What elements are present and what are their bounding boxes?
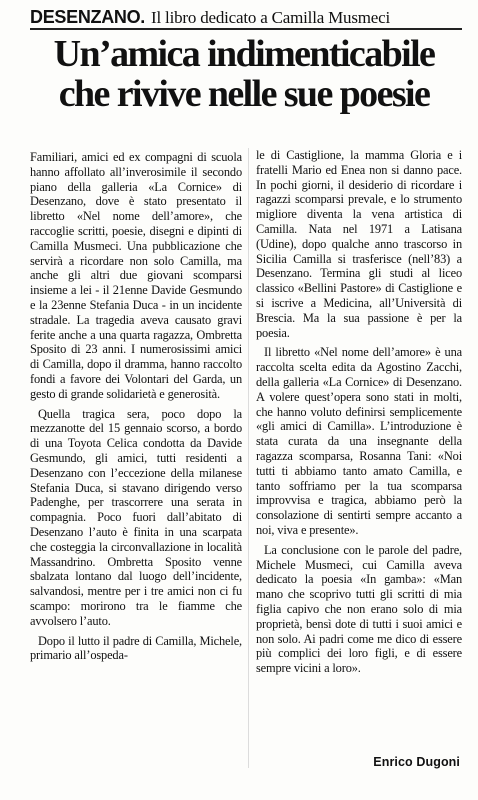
byline: Enrico Dugoni — [373, 755, 460, 769]
column-divider — [248, 148, 249, 768]
paragraph: Dopo il lutto il padre di Camilla, Michele, primario all’ospeda- — [30, 633, 242, 663]
paragraph: Quella tragica sera, poco dopo la mezzanotte del 15 gennaio scorso, a bordo di una Toyota Celica condotta da Davide Gesmundo, gli amici, tutti residenti a Desenzano con l’eccezione della milanese Stefania Duca, si stavano dirigendo verso Padenghe, per trascorrere una serata in compagnia. Poco fuori dall’abitato di Desenzano l’auto è finita in una scarpata che costeggia la circonvallazione in località Massandrino. Ombretta Sposito venne sbalzata lontano dal luogo dell’incidente, salvandosi, mentre per i tre amici non ci fu scampo: morirono tra le fiamme che avvolsero l’auto. — [30, 406, 242, 628]
article-column-right — [256, 148, 462, 681]
paragraph: le di Castiglione, la mamma Gloria e i fratelli Mario ed Enea non si danno pace. In pochi giorni, il desiderio di ricordare i ragazzi scomparsi prevale, e lo strumento migliore diventa la vena artistica di Camilla. Nata nel 1971 a Latisana (Udine), dopo qualche anno trascorso in Sicilia Camilla si trasferisce (nell’83) a Desenzano. Termina gli studi al liceo classico «Bellini Pastore» di Castiglione e si iscrive a Medicina, all’Università di Brescia. Ma la sua passione è per la poesia. — [256, 148, 462, 340]
kicker-subject: Il libro dedicato a Camilla Musmeci — [151, 8, 390, 27]
paragraph: Il libretto «Nel nome dell’amore» è una raccolta scelta edita da Agostino Zacchi, della galleria «La Cornice» di Desenzano. A volere quest’opera sono stati in molti, che hanno voluto definirsi semplicemente «gli amici di Camilla». L’introduzione è stata curata da una insegnante della ragazza scomparsa, Rosanna Tani: «Noi tutti ti abbiamo tanto amato Camilla, e tanto soffriamo per la tua scomparsa improvvisa e tragica, abbiamo però la consolazione di sentirti sempre accanto a noi, viva e presente». — [256, 345, 462, 537]
kicker — [30, 6, 462, 30]
article-column-left — [30, 150, 242, 668]
headline-line-2: che rivive nelle sue poesie — [58, 73, 430, 115]
paragraph: Familiari, amici ed ex compagni di scuola hanno affollato all’inverosimile il secondo piano della galleria «La Cornice» di Desenzano, dove è stato presentato il libretto «Nel nome dell’amore», che raccoglie scritti, poesie, disegni e dipinti di Camilla Musmeci. Una pubblicazione che servirà a ricordare non solo Camilla, ma anche gli altri due giovani scomparsi insieme a lei - il 21enne Davide Gesmundo e la 23enne Stefania Duca - in un incidente stradale. La tragedia aveva causato gravi ferite anche a una quarta ragazza, Ombretta Sposito di 23 anni. I numerosissimi amici di Camilla, dopo il dramma, hanno raccolto fondi a favore dei Volontari del Garda, un gesto di grande solidarietà e generosità. — [30, 150, 242, 401]
kicker-place: DESENZANO. — [30, 7, 146, 27]
headline — [22, 34, 466, 114]
headline-line-1: Un’amica indimenticabile — [53, 33, 435, 75]
paragraph: La conclusione con le parole del padre, Michele Musmeci, cui Camilla aveva dedicato la poesia «In gamba»: «Man mano che scoprivo tutti gli scritti di mia figlia capivo che non erano solo di mia proprietà, bensì dote di tutti i suoi amici e non solo. Ai padri come me dico di essere più complici dei loro figli, e di essere sempre vicini a loro». — [256, 542, 462, 676]
